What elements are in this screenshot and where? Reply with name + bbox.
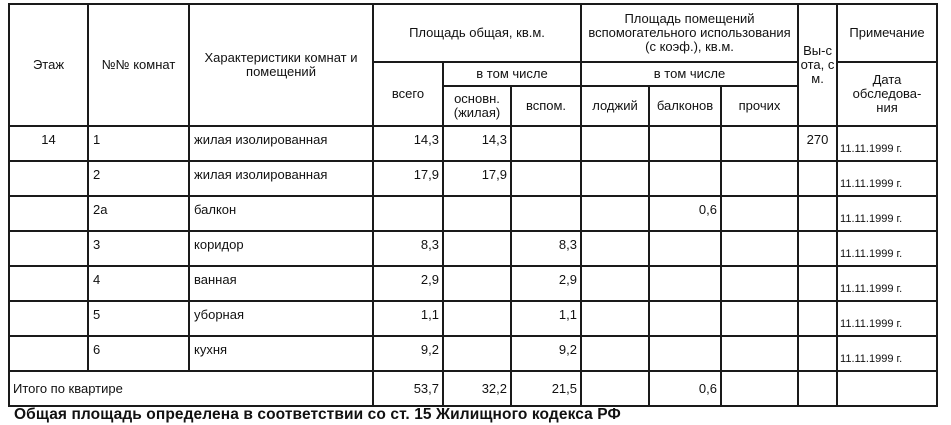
cell-aux: 9,2	[511, 336, 581, 371]
cell-balcony	[649, 231, 721, 266]
header-total-area: Площадь общая, кв.м.	[373, 4, 581, 62]
cell-main	[443, 231, 511, 266]
cell-desc: балкон	[189, 196, 373, 231]
header-note: Примечание	[837, 4, 937, 62]
cell-main: 14,3	[443, 126, 511, 161]
totals-loggia	[581, 371, 649, 406]
cell-desc: жилая изолированная	[189, 126, 373, 161]
header-survey-date: Дата обследова-ния	[837, 62, 937, 126]
header-characteristics: Характеристики комнат и помещений	[189, 4, 373, 126]
cell-date: 11.11.1999 г.	[837, 301, 937, 336]
cell-aux: 2,9	[511, 266, 581, 301]
footer-note: Общая площадь определена в соответствии со ст. 15 Жилищного кодекса РФ	[14, 406, 621, 423]
cell-room: 2	[88, 161, 189, 196]
cell-other	[721, 231, 798, 266]
cell-desc: жилая изолированная	[189, 161, 373, 196]
cell-aux	[511, 196, 581, 231]
cell-aux: 1,1	[511, 301, 581, 336]
cell-date: 11.11.1999 г.	[837, 126, 937, 161]
totals-height	[798, 371, 837, 406]
cell-loggia	[581, 196, 649, 231]
cell-aux: 8,3	[511, 231, 581, 266]
totals-date	[837, 371, 937, 406]
cell-date: 11.11.1999 г.	[837, 266, 937, 301]
header-main: основн. (жилая)	[443, 86, 511, 126]
cell-balcony: 0,6	[649, 196, 721, 231]
cell-other	[721, 301, 798, 336]
cell-desc: ванная	[189, 266, 373, 301]
cell-height	[798, 336, 837, 371]
cell-height	[798, 161, 837, 196]
header-other: прочих	[721, 86, 798, 126]
header-incl-aux: в том числе	[581, 62, 798, 86]
cell-floor	[9, 161, 88, 196]
cell-desc: коридор	[189, 231, 373, 266]
cell-room: 4	[88, 266, 189, 301]
header-aux-area: Площадь помещений вспомогательного использования (с коэф.), кв.м.	[581, 4, 798, 62]
apartment-explication-table	[8, 3, 938, 407]
cell-date: 11.11.1999 г.	[837, 196, 937, 231]
header-balcony: балконов	[649, 86, 721, 126]
cell-date: 11.11.1999 г.	[837, 161, 937, 196]
cell-floor	[9, 266, 88, 301]
table-row	[9, 336, 937, 371]
cell-date: 11.11.1999 г.	[837, 336, 937, 371]
cell-room: 2а	[88, 196, 189, 231]
cell-aux	[511, 126, 581, 161]
cell-total: 14,3	[373, 126, 443, 161]
cell-total: 9,2	[373, 336, 443, 371]
header-room-no: №№ комнат	[88, 4, 189, 126]
header-total: всего	[373, 62, 443, 126]
cell-floor	[9, 301, 88, 336]
cell-height	[798, 231, 837, 266]
cell-loggia	[581, 266, 649, 301]
table-row	[9, 301, 937, 336]
cell-desc: уборная	[189, 301, 373, 336]
cell-main	[443, 266, 511, 301]
cell-loggia	[581, 336, 649, 371]
cell-desc: кухня	[189, 336, 373, 371]
cell-floor	[9, 336, 88, 371]
cell-room: 6	[88, 336, 189, 371]
cell-balcony	[649, 161, 721, 196]
cell-total: 1,1	[373, 301, 443, 336]
cell-other	[721, 126, 798, 161]
cell-floor	[9, 196, 88, 231]
cell-balcony	[649, 301, 721, 336]
header-floor: Этаж	[9, 4, 88, 126]
cell-total: 17,9	[373, 161, 443, 196]
table-row	[9, 196, 937, 231]
cell-other	[721, 161, 798, 196]
cell-main	[443, 301, 511, 336]
cell-total	[373, 196, 443, 231]
table-row	[9, 126, 937, 161]
cell-main: 17,9	[443, 161, 511, 196]
totals-row	[9, 371, 937, 406]
header-aux: вспом.	[511, 86, 581, 126]
cell-height	[798, 301, 837, 336]
cell-main	[443, 196, 511, 231]
table-row	[9, 266, 937, 301]
totals-other	[721, 371, 798, 406]
cell-loggia	[581, 126, 649, 161]
cell-room: 3	[88, 231, 189, 266]
cell-room: 5	[88, 301, 189, 336]
cell-aux	[511, 161, 581, 196]
cell-other	[721, 196, 798, 231]
totals-aux: 21,5	[511, 371, 581, 406]
header-height: Вы-сота, см.	[798, 4, 837, 126]
cell-main	[443, 336, 511, 371]
totals-main: 32,2	[443, 371, 511, 406]
cell-balcony	[649, 266, 721, 301]
table-row	[9, 161, 937, 196]
cell-balcony	[649, 126, 721, 161]
cell-room: 1	[88, 126, 189, 161]
cell-other	[721, 266, 798, 301]
totals-total: 53,7	[373, 371, 443, 406]
cell-height	[798, 266, 837, 301]
cell-total: 2,9	[373, 266, 443, 301]
totals-label: Итого по квартире	[9, 371, 373, 406]
cell-height	[798, 196, 837, 231]
cell-total: 8,3	[373, 231, 443, 266]
header-row-1	[9, 4, 937, 62]
cell-loggia	[581, 161, 649, 196]
cell-height: 270	[798, 126, 837, 161]
cell-floor	[9, 231, 88, 266]
table-row	[9, 231, 937, 266]
header-incl-total: в том числе	[443, 62, 581, 86]
totals-balcony: 0,6	[649, 371, 721, 406]
cell-balcony	[649, 336, 721, 371]
cell-loggia	[581, 301, 649, 336]
cell-loggia	[581, 231, 649, 266]
cell-floor: 14	[9, 126, 88, 161]
cell-date: 11.11.1999 г.	[837, 231, 937, 266]
header-loggia: лоджий	[581, 86, 649, 126]
cell-other	[721, 336, 798, 371]
